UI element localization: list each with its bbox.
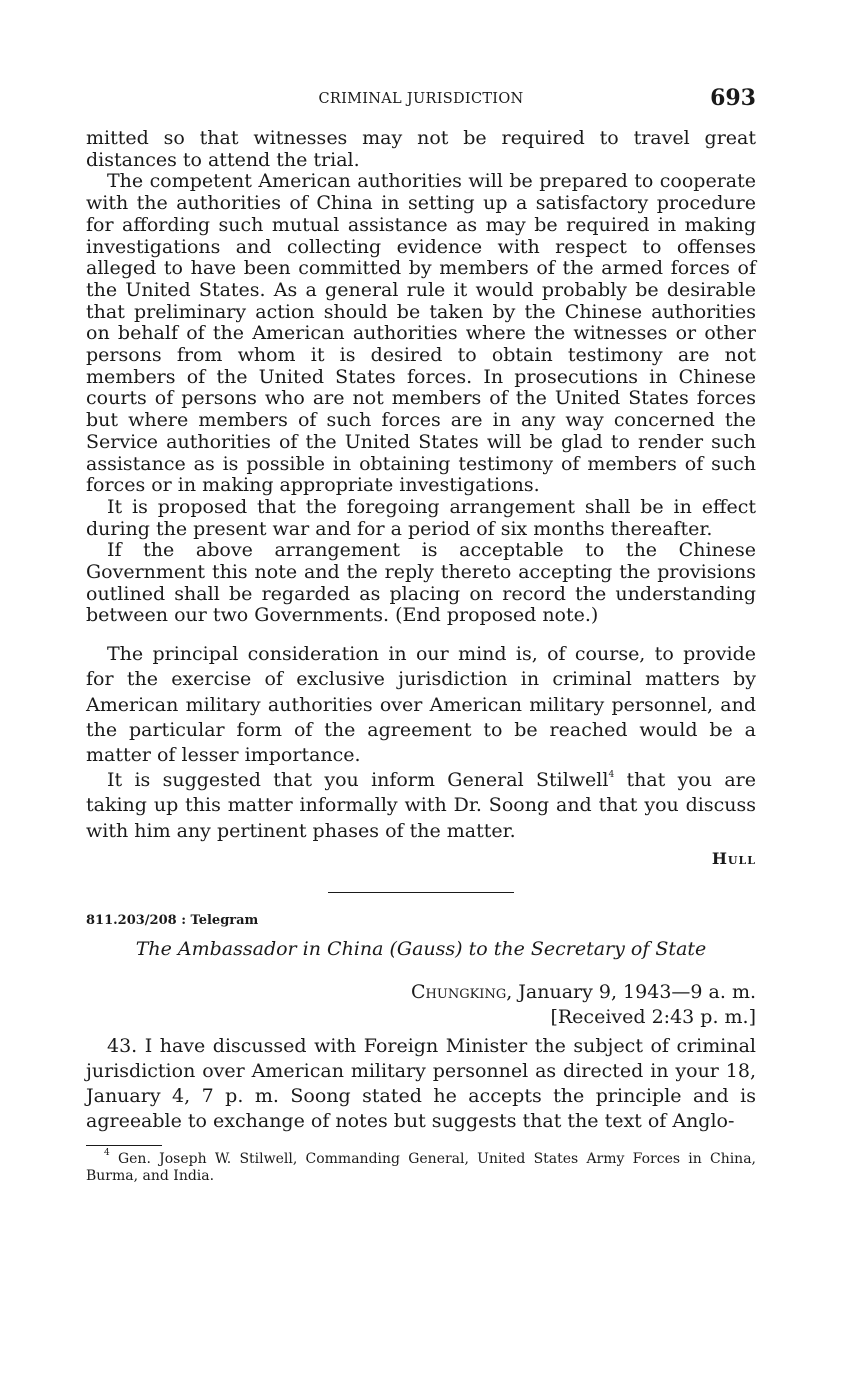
footnote-rule bbox=[86, 1145, 162, 1146]
document-title: The Ambassador in China (Gauss) to the Secretary of State bbox=[135, 937, 707, 960]
footnote-reference: 4 bbox=[608, 769, 615, 780]
telegram-body bbox=[86, 1034, 756, 1135]
document-page bbox=[86, 84, 756, 1185]
note-paragraph-3: It is proposed that the foregoing arrangement shall be in effect during the present war and for a period of six months thereafter. bbox=[86, 495, 756, 540]
note-paragraph-4: If the above arrangement is acceptable to the Chinese Government this note and the reply thereto accepting the provisions outlined shall be regarded as placing on record the understanding between our two Governments. (End proposed note.) bbox=[86, 539, 756, 627]
place: Chungking bbox=[411, 980, 507, 1003]
body-paragraph-2-end: that you are taking up this matter informally with Dr. Soong and that you discuss with him any pertinent phases of the matter. bbox=[86, 769, 756, 842]
footnote bbox=[86, 1147, 756, 1185]
footnote-marker: 4 bbox=[104, 1147, 110, 1158]
proposed-note-text bbox=[86, 128, 756, 627]
received-time: [Received 2:43 p. m.] bbox=[550, 1005, 756, 1028]
note-paragraph-1: mitted so that witnesses may not be required to travel great distances to attend the trial. bbox=[86, 127, 756, 171]
section-divider bbox=[328, 892, 514, 893]
signature: Hull bbox=[711, 848, 756, 868]
footnote-text: Gen. Joseph W. Stilwell, Commanding General, United States Army Forces in China, Burma, and India. bbox=[86, 1150, 756, 1184]
date: , January 9, 1943—9 a. m. bbox=[506, 980, 756, 1003]
note-paragraph-2: The competent American authorities will be prepared to cooperate with the authorities of China in setting up a satisfactory procedure for affording such mutual assistance as may be required in making investigations and collecting evidence with respect to offenses alleged to have been committed by members of the armed forces of the United States. As a general rule it would probably be desirable that preliminary action should be taken by the Chinese authorities on behalf of the American authorities where the witnesses or other persons from whom it is desired to obtain testimony are not members of the United States forces. In prosecutions in Chinese courts of persons who are not members of the United States forces but where members of such forces are in any way concerned the Service authorities of the United States will be glad to render such assistance as is possible in obtaining testimony of members of such forces or in making appropriate investigations. bbox=[86, 170, 756, 497]
page-number: 693 bbox=[710, 85, 756, 111]
dateline bbox=[86, 980, 756, 1030]
document-id: 811.203/208 : Telegram bbox=[86, 912, 259, 928]
body-paragraph-1: The principal consideration in our mind is, of course, to provide for the exercise of exclusive jurisdiction in criminal matters by American military authorities over American military personnel, and the particular form of the agreement to be reached would be a matter of lesser importance. bbox=[86, 643, 756, 766]
body-paragraph-2-start: It is suggested that you inform General Stilwell bbox=[107, 769, 609, 792]
instruction-body bbox=[86, 642, 756, 844]
running-head: CRIMINAL JURISDICTION bbox=[318, 91, 524, 107]
telegram-paragraph: 43. I have discussed with Foreign Minister the subject of criminal jurisdiction over American military personnel as directed in your 18, January 4, 7 p. m. Soong stated he accepts the principle and is agreeable to exchange of notes but suggests that the text of Anglo- bbox=[86, 1034, 756, 1133]
place-and-date bbox=[86, 980, 756, 1005]
body-paragraph-2 bbox=[86, 768, 756, 844]
page-header bbox=[86, 84, 756, 114]
